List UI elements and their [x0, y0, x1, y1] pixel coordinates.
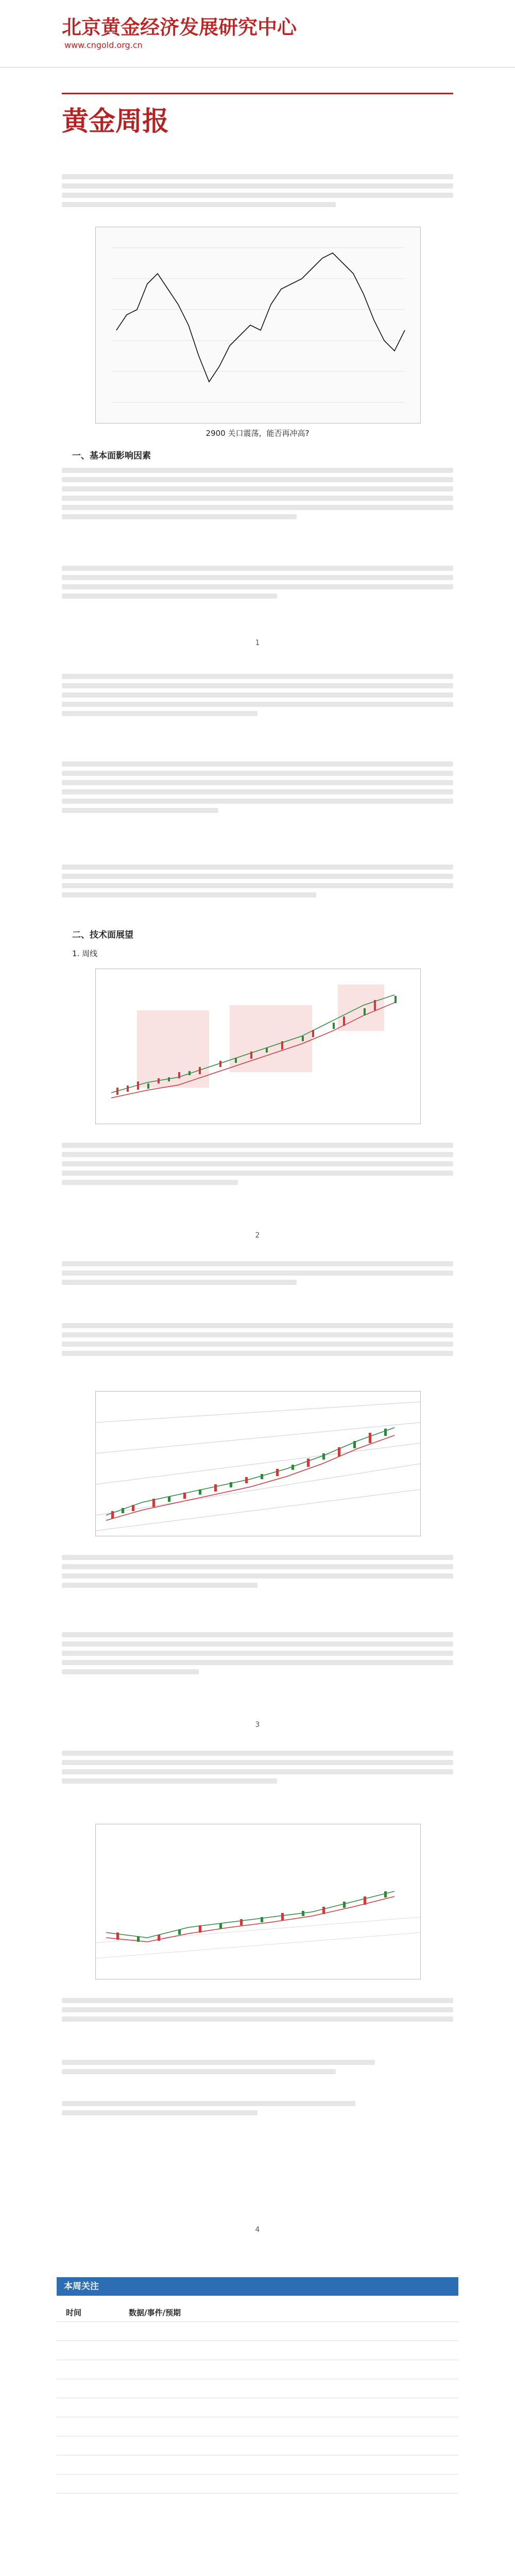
calendar-table: [57, 2303, 458, 2494]
body-paragraph: [62, 1628, 453, 1679]
col-event-header: 数据/事件/预期: [128, 2303, 458, 2322]
table-row: [57, 2322, 458, 2341]
calendar-table-wrap: [57, 2303, 458, 2501]
gold-price-line-svg: [96, 227, 420, 423]
page-number: 2: [255, 1231, 260, 1240]
body-paragraph: [62, 1551, 453, 1592]
daily-candlestick-chart: [95, 1391, 421, 1536]
gold-price-chart: [95, 227, 421, 423]
table-row: [57, 2341, 458, 2360]
body-paragraph: [62, 1319, 453, 1360]
calendar-section-header: 本周关注: [57, 2277, 458, 2296]
report-header: [0, 0, 515, 67]
body-paragraph: [62, 1747, 453, 1788]
cell-time: [57, 2341, 128, 2360]
table-row: [57, 2417, 458, 2436]
cell-event: [128, 2455, 458, 2475]
cell-time: [57, 2398, 128, 2417]
table-row: [57, 2475, 458, 2494]
table-row: [57, 2436, 458, 2455]
table-row: [57, 2455, 458, 2475]
col-time-header: 时间: [57, 2303, 128, 2322]
body-paragraph: [62, 464, 453, 523]
cell-event: [128, 2398, 458, 2417]
section-heading: 一、基本面影响因素: [72, 451, 151, 461]
cell-event: [128, 2341, 458, 2360]
price-series-line: [116, 253, 405, 382]
body-paragraph: [62, 562, 453, 603]
silver-candles-svg: [96, 1824, 420, 1979]
cell-event: [128, 2475, 458, 2494]
org-name: 北京黄金经济发展研究中心: [62, 16, 297, 39]
page-number: 4: [255, 2226, 260, 2234]
sub-heading: 1. 周线: [72, 949, 98, 958]
intro-paragraph: [62, 170, 453, 211]
cell-time: [57, 2379, 128, 2398]
cell-time: [57, 2436, 128, 2455]
title-band: [62, 93, 453, 151]
table-row: [57, 2379, 458, 2398]
body-paragraph: [62, 860, 453, 902]
silver-chart: [95, 1824, 421, 1979]
chart1-caption: 2900 关口震荡，能否再冲高?: [205, 429, 310, 438]
cell-time: [57, 2455, 128, 2475]
cell-event: [128, 2360, 458, 2379]
body-paragraph: [62, 757, 453, 817]
section-heading: 二、技术面展望: [72, 930, 133, 940]
report-title: 黄金周报: [62, 106, 169, 137]
cell-time: [57, 2322, 128, 2341]
page-number: 3: [255, 1721, 260, 1729]
org-website: www.cngold.org.cn: [64, 40, 143, 50]
body-paragraph: [62, 2097, 453, 2120]
body-paragraph: [62, 1139, 453, 1189]
cell-event: [128, 2436, 458, 2455]
daily-candles-svg: [96, 1392, 420, 1536]
cell-time: [57, 2475, 128, 2494]
weekly-candles-svg: [96, 969, 420, 1124]
body-paragraph: [62, 2056, 453, 2078]
table-row: [57, 2360, 458, 2379]
weekly-candlestick-chart: [95, 969, 421, 1124]
body-paragraph: [62, 1257, 453, 1289]
cell-time: [57, 2417, 128, 2436]
body-paragraph: [62, 670, 453, 720]
body-paragraph: [62, 1994, 453, 2026]
cell-event: [128, 2417, 458, 2436]
page-number: 1: [255, 639, 260, 647]
cell-event: [128, 2322, 458, 2341]
cell-event: [128, 2379, 458, 2398]
table-row: [57, 2398, 458, 2417]
cell-time: [57, 2360, 128, 2379]
